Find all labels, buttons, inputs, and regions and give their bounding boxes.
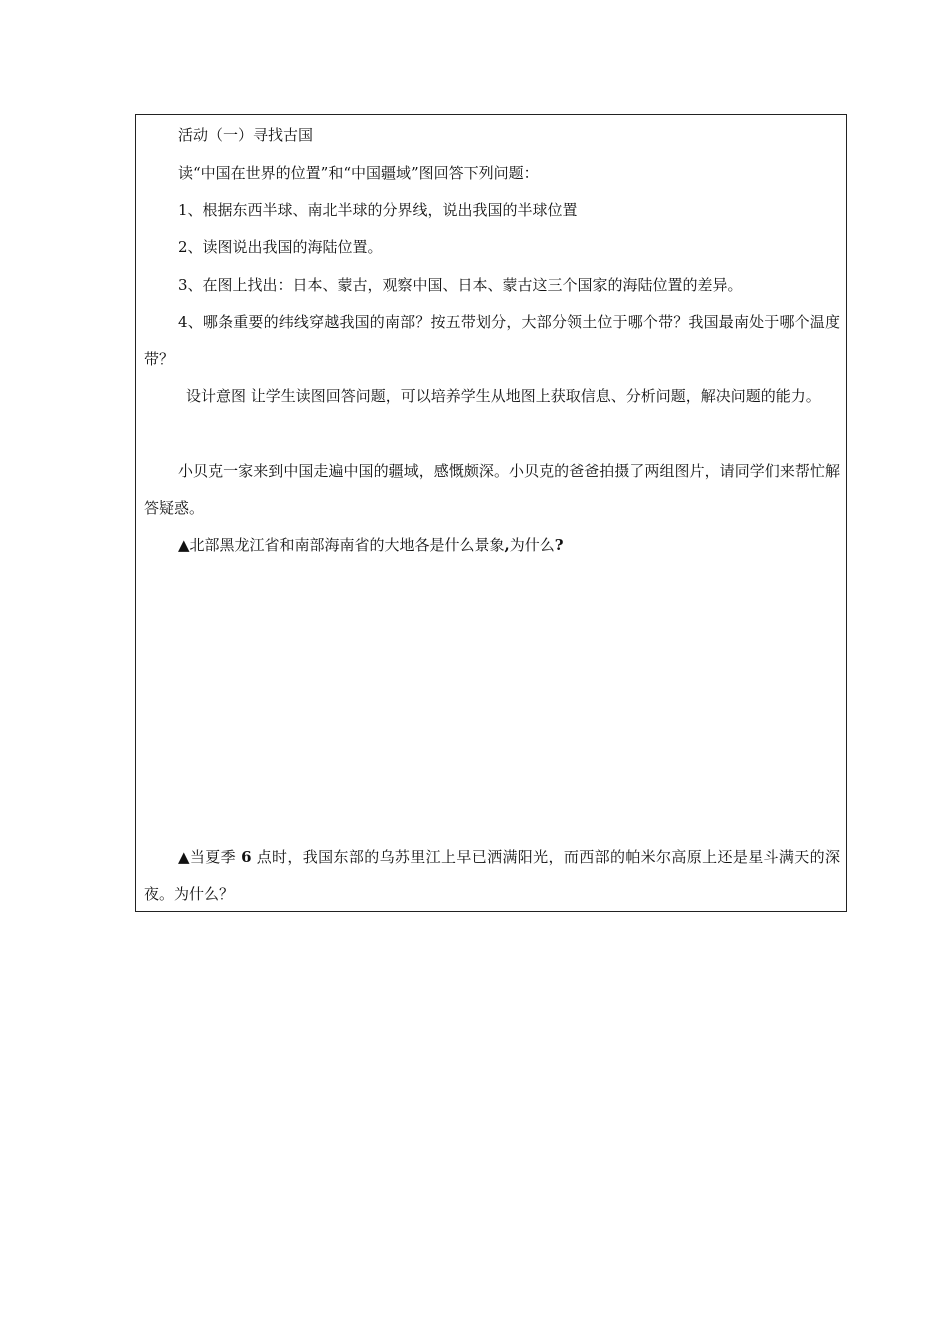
question-4: 4、哪条重要的纬线穿越我国的南部？按五带划分，大部分领土位于哪个带？我国最南处于哪个温度带？ — [144, 313, 840, 368]
triangle-question-1-mark: ? — [554, 536, 564, 554]
activity-title: 活动（一）寻找古国 — [178, 126, 314, 144]
activity-table-cell — [135, 114, 847, 912]
question-3: 3、在图上找出：日本、蒙古，观察中国、日本、蒙古这三个国家的海陆位置的差异。 — [178, 276, 743, 294]
triangle-question-2-prefix: ▲当夏季 — [178, 848, 236, 866]
triangle-question-1-tail: 为什么 — [509, 536, 555, 554]
triangle-question-1-text: ▲北部黑龙江省和南部海南省的大地各是什么景象 — [178, 536, 505, 554]
triangle-question-2-suffix: 点时，我国东部的乌苏里江上早已洒满阳光，而西部的帕米尔高原上还是星斗满天的深夜。为什么？ — [144, 848, 840, 903]
triangle-question-1 — [144, 527, 840, 564]
design-intent: 设计意图 让学生读图回答问题，可以培养学生从地图上获取信息、分析问题，解决问题的能力。 — [186, 387, 821, 405]
triangle-question-1-comma: , — [504, 536, 510, 554]
question-2: 2、读图说出我国的海陆位置。 — [178, 238, 383, 256]
triangle-question-2 — [144, 839, 840, 913]
instruction-text: 读“中国在世界的位置”和“中国疆域”图回答下列问题： — [178, 164, 539, 182]
story-paragraph: 小贝克一家来到中国走遍中国的疆域，感慨颇深。小贝克的爸爸拍摄了两组图片，请同学们来帮忙解答疑惑。 — [144, 462, 840, 517]
triangle-question-2-number: 6 — [241, 848, 252, 866]
question-1: 1、根据东西半球、南北半球的分界线，说出我国的半球位置 — [178, 201, 578, 219]
